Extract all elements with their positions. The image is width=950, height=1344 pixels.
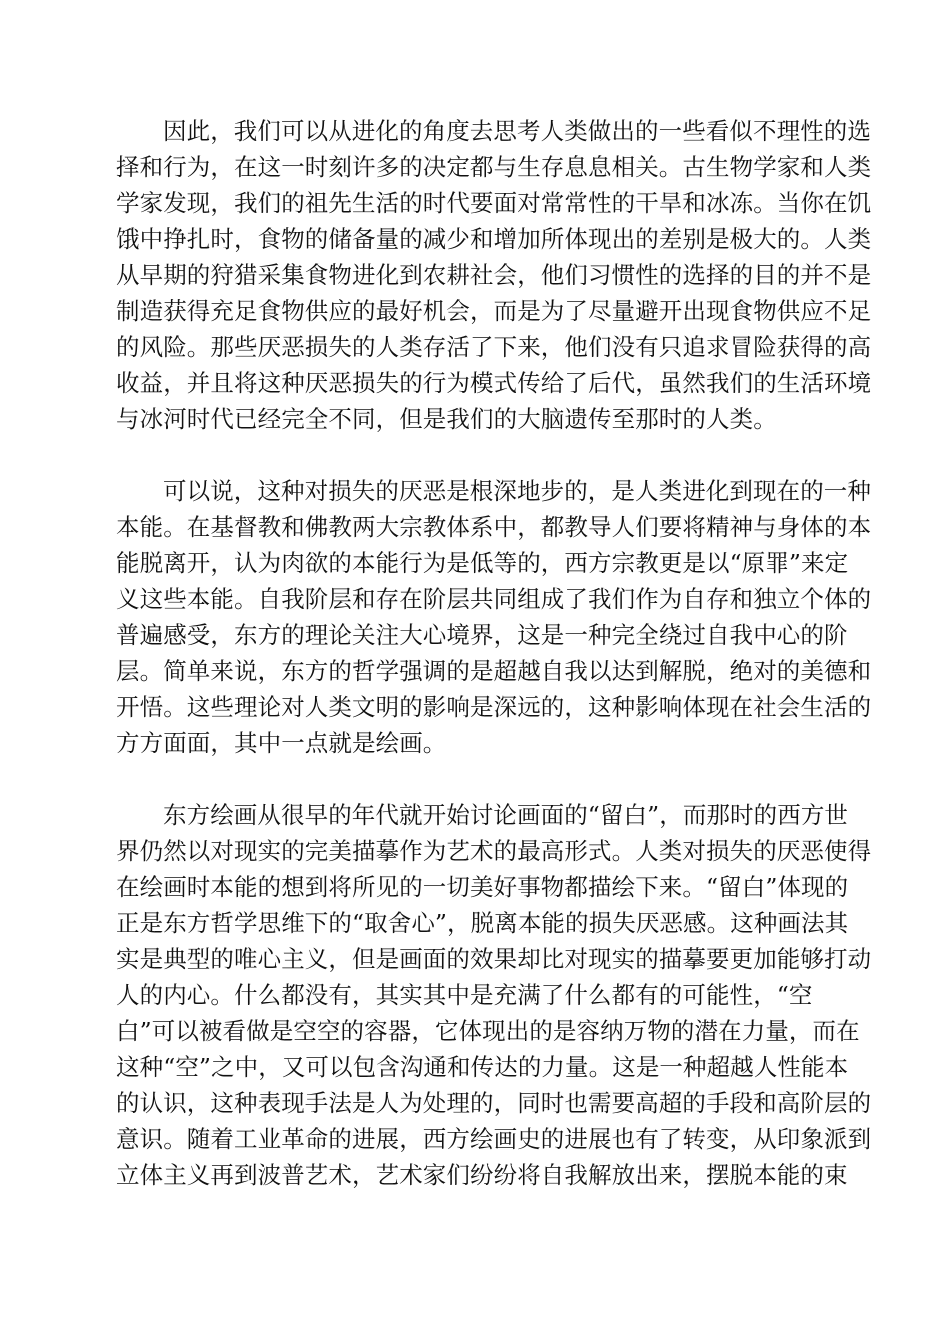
paragraph-2-line-2: 本能。在基督教和佛教两大宗教体系中，都教导人们要将精神与身体的本 (116, 513, 872, 541)
paragraph-1-line-1: 因此，我们可以从进化的角度去思考人类做出的一些看似不理性的选 (163, 117, 871, 145)
paragraph-1-line-8: 收益，并且将这种厌恶损失的行为模式传给了后代，虽然我们的生活环境 (116, 369, 872, 397)
paragraph-2-line-6: 层。简单来说，东方的哲学强调的是超越自我以达到解脱，绝对的美德和 (116, 657, 872, 685)
paragraph-3-line-1: 东方绘画从很早的年代就开始讨论画面的“留白”，而那时的西方世 (163, 801, 849, 829)
paragraph-1-line-2: 择和行为，在这一时刻许多的决定都与生存息息相关。古生物学家和人类 (116, 153, 872, 181)
paragraph-1-line-3: 学家发现，我们的祖先生活的时代要面对常常性的干旱和冰冻。当你在饥 (116, 189, 872, 217)
paragraph-3-line-9: 的认识，这种表现手法是人为处理的，同时也需要高超的手段和高阶层的 (116, 1089, 872, 1117)
paragraph-3-line-6: 人的内心。什么都没有，其实其中是充满了什么都有的可能性，“空 (116, 981, 813, 1009)
paragraph-2-line-1: 可以说，这种对损失的厌恶是根深地步的，是人类进化到现在的一种 (163, 477, 871, 505)
paragraph-2-line-4: 义这些本能。自我阶层和存在阶层共同组成了我们作为自存和独立个体的 (116, 585, 872, 613)
paragraph-1-line-7: 的风险。那些厌恶损失的人类存活了下来，他们没有只追求冒险获得的高 (116, 333, 872, 361)
paragraph-2-line-7: 开悟。这些理论对人类文明的影响是深远的，这种影响体现在社会生活的 (116, 693, 872, 721)
paragraph-3-line-5: 实是典型的唯心主义，但是画面的效果却比对现实的描摹要更加能够打动 (116, 945, 872, 973)
paragraph-1-line-6: 制造获得充足食物供应的最好机会，而是为了尽量避开出现食物供应不足 (116, 297, 872, 325)
paragraph-1-line-9: 与冰河时代已经完全不同，但是我们的大脑遗传至那时的人类。 (116, 405, 777, 433)
paragraph-2-line-8: 方方面面，其中一点就是绘画。 (116, 729, 447, 757)
paragraph-3-line-2: 界仍然以对现实的完美描摹作为艺术的最高形式。人类对损失的厌恶使得 (116, 837, 872, 865)
paragraph-3-line-7: 白”可以被看做是空空的容器，它体现出的是容纳万物的潜在力量，而在 (116, 1017, 860, 1045)
paragraph-2-line-3: 能脱离开，认为肉欲的本能行为是低等的，西方宗教更是以“原罪”来定 (116, 549, 849, 577)
paragraph-1-line-4: 饿中挣扎时，食物的储备量的减少和增加所体现出的差别是极大的。人类 (116, 225, 872, 253)
paragraph-3-line-8: 这种“空”之中，又可以包含沟通和传达的力量。这是一种超越人性能本 (116, 1053, 849, 1081)
paragraph-1-line-5: 从早期的狩猎采集食物进化到农耕社会，他们习惯性的选择的目的并不是 (116, 261, 872, 289)
paragraph-3-line-4: 正是东方哲学思维下的“取舍心”，脱离本能的损失厌恶感。这种画法其 (116, 909, 849, 937)
paragraph-3-line-10: 意识。随着工业革命的进展，西方绘画史的进展也有了转变，从印象派到 (116, 1125, 872, 1153)
paragraph-3-line-11: 立体主义再到波普艺术，艺术家们纷纷将自我解放出来，摆脱本能的束 (116, 1161, 848, 1189)
paragraph-2-line-5: 普遍感受，东方的理论关注大心境界，这是一种完全绕过自我中心的阶 (116, 621, 848, 649)
paragraph-3-line-3: 在绘画时本能的想到将所见的一切美好事物都描绘下来。“留白”体现的 (116, 873, 849, 901)
